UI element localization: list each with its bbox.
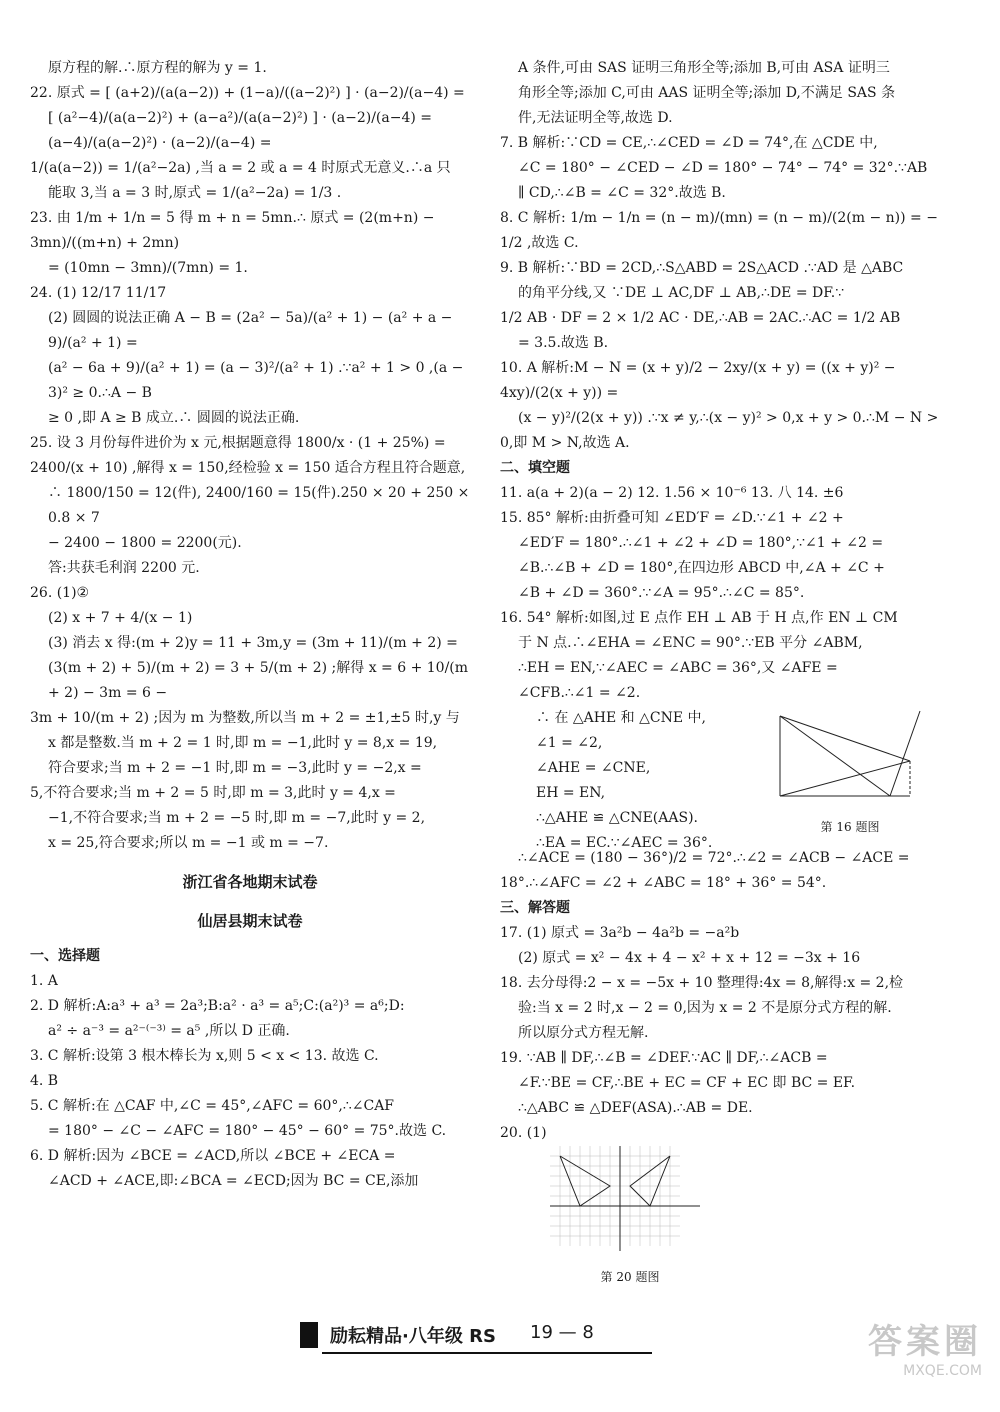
text-line: 18. 去分母得:2 − x = −5x + 10 整理得:4x = 8,解得:x = 2,检	[500, 975, 904, 991]
text-line: ∠1 = ∠2,	[536, 735, 603, 751]
text-line: ∠B + ∠D = 360°.∵∠A = 95°.∴∠C = 85°.	[518, 585, 805, 601]
fig16-text	[518, 706, 758, 856]
text-line: 25. 设 3 月份每件进价为 x 元,根据题意得 1800/x · (1 + 25%) =	[30, 435, 446, 451]
text-line: ∴ 在 △AHE 和 △CNE 中,	[536, 710, 706, 726]
text-line: A 条件,可由 SAS 证明三角形全等;添加 B,可由 ASA 证明三	[518, 60, 890, 76]
text-line: (2) 原式 = x² − 4x + 4 − x² + x + 12 = −3x + 16	[518, 950, 861, 966]
text-line: 2. D 解析:A:a³ + a³ = 2a³;B:a² · a³ = a⁵;C:(a²)³ = a⁶;D:	[30, 998, 405, 1014]
text-line: a² ÷ a⁻³ = a²⁻⁽⁻³⁾ = a⁵ ,所以 D 正确.	[48, 1023, 290, 1039]
page-footer	[300, 1318, 660, 1356]
text-line: 符合要求;当 m + 2 = −1 时,即 m = −3,此时 y = −2,x =	[48, 760, 422, 776]
text-line: = 3.5.故选 B.	[518, 335, 609, 351]
text-line: 1. A	[30, 973, 58, 989]
watermark	[792, 1314, 982, 1394]
text-line: = (10mn − 3mn)/(7mn) = 1.	[48, 260, 248, 276]
text-line: 15. 85° 解析:由折叠可知 ∠ED′F = ∠D.∵∠1 + ∠2 +	[500, 510, 844, 526]
footer-title: 励耘精品·八年级 RS	[330, 1326, 496, 1347]
text-line: ∴EH = EN,∵∠AEC = ∠ABC = 36°,又 ∠AFE =	[518, 660, 838, 676]
text-line: ∠F.∵BE = CF,∴BE + EC = CF + EC 即 BC = EF.	[518, 1075, 856, 1091]
right-lines2	[500, 481, 940, 706]
text-line: ∠ED′F = 180°.∴∠1 + ∠2 + ∠D = 180°,∵∠1 + ∠2 =	[518, 535, 884, 551]
text-line: EH = EN,	[536, 785, 606, 801]
text-line: 6. D 解析:因为 ∠BCE = ∠ACD,所以 ∠BCE + ∠ECA =	[30, 1148, 396, 1164]
right-lines	[500, 56, 940, 456]
text-line: 的角平分线,又 ∵DE ⊥ AC,DF ⊥ AB,∴DE = DF.∵	[518, 285, 845, 301]
text-line: 4. B	[30, 1073, 59, 1089]
text-line: (2) 圆圆的说法正确 A − B = (2a² − 5a)/(a² + 1) − (a² + a − 9)/(a² + 1) =	[48, 310, 453, 351]
choice-section-heading: 一、选择题	[30, 948, 100, 964]
text-line: 原方程的解.∴原方程的解为 y = 1.	[48, 60, 267, 76]
text-line: 7. B 解析:∵CD = CE,∴∠CED = ∠D = 74°,在 △CDE 中,	[500, 135, 878, 151]
text-line: ∠CFB.∴∠1 = ∠2.	[518, 685, 641, 701]
text-line: 26. (1)②	[30, 585, 90, 601]
text-line: (2) x + 7 + 4/(x − 1)	[48, 610, 193, 626]
left-lines2	[30, 969, 470, 1194]
text-line: 9. B 解析:∵BD = 2CD,∴S△ABD = 2S△ACD .∵AD 是 △ABC	[500, 260, 904, 276]
text-line: 10. A 解析:M − N = (x + y)/2 − 2xy/(x + y) = ((x + y)² − 4xy)/(2(x + y)) =	[500, 360, 896, 401]
text-line: 所以原分式方程无解.	[518, 1025, 649, 1041]
text-line: 18°.∴∠AFC = ∠2 + ∠ABC = 18° + 36° = 54°.	[500, 875, 827, 891]
right-column	[500, 56, 940, 1290]
text-line: ≥ 0 ,即 A ≥ B 成立.∴ 圆圆的说法正确.	[48, 410, 300, 426]
text-line: 件,无法证明全等,故选 D.	[518, 110, 673, 126]
left-column	[30, 56, 470, 1194]
text-line: 角形全等;添加 C,可由 AAS 证明全等;添加 D,不满足 SAS 条	[518, 85, 896, 101]
text-line: ∴EA = EC.∵∠AEC = 36°.	[536, 835, 713, 851]
text-line: 0,即 M > N,故选 A.	[500, 435, 630, 451]
answer-section-heading: 三、解答题	[500, 900, 570, 916]
text-line: (a² − 6a + 9)/(a² + 1) = (a − 3)²/(a² + 1) .∵a² + 1 > 0 ,(a − 3)² ≥ 0.∴A − B	[48, 360, 464, 401]
text-line: 16. 54° 解析:如图,过 E 点作 EH ⊥ AB 于 H 点,作 EN ⊥ CM	[500, 610, 898, 626]
footer-rule	[322, 1352, 652, 1354]
section-title-zhejiang: 浙江省各地期末试卷	[182, 873, 318, 891]
text-line: 22. 原式 = [ (a+2)/(a(a−2)) + (1−a)/((a−2)²) ] · (a−2)/(a−4) =	[30, 85, 465, 101]
text-line: 能取 3,当 a = 3 时,原式 = 1/(a²−2a) = 1/3 .	[48, 185, 342, 201]
text-line: 24. (1) 12/17 11/17	[30, 285, 167, 301]
text-line: ∴ 1800/150 = 12(件), 2400/160 = 15(件).250 × 20 + 250 × 0.8 × 7	[48, 485, 470, 526]
text-line: 20. (1)	[500, 1125, 547, 1141]
text-line: ∠C = 180° − ∠CED − ∠D = 180° − 74° − 74° = 32°.∵AB	[518, 160, 928, 176]
fig16-caption: 第 16 题图	[820, 820, 880, 834]
text-line: 于 N 点.∴∠EHA = ∠ENC = 90°.∵EB 平分 ∠ABM,	[518, 635, 863, 651]
text-line: ∥ CD,∴∠B = ∠C = 32°.故选 B.	[518, 185, 726, 201]
text-line: ∠B.∴∠B + ∠D = 180°,在四边形 ABCD 中,∠A + ∠C +	[518, 560, 885, 576]
footer-mark	[300, 1322, 318, 1348]
text-line: 1/2 AB · DF = 2 × 1/2 AC · DE,∴AB = 2AC.∴AC = 1/2 AB	[500, 310, 901, 326]
text-line: ∴△ABC ≌ △DEF(ASA).∴AB = DE.	[518, 1100, 753, 1116]
text-line: 23. 由 1/m + 1/n = 5 得 m + n = 5mn.∴ 原式 = (2(m+n) − 3mn)/((m+n) + 2mn)	[30, 210, 435, 251]
text-line: (3(m + 2) + 5)/(m + 2) = 3 + 5/(m + 2) ;解得 x = 6 + 10/(m + 2) − 3m = 6 −	[48, 660, 469, 701]
section-title-xianju: 仙居县期末试卷	[197, 912, 303, 930]
text-line: 1/(a(a−2)) = 1/(a²−2a) ,当 a = 2 或 a = 4 时原式无意义.∴a 只	[30, 160, 451, 176]
text-line: (3) 消去 x 得:(m + 2)y = 11 + 3m,y = (3m + 11)/(m + 2) =	[48, 635, 458, 651]
fig16-block	[500, 706, 940, 851]
text-line: x 都是整数.当 m + 2 = 1 时,即 m = −1,此时 y = 8,x = 19,	[48, 735, 438, 751]
text-line: 11. a(a + 2)(a − 2) 12. 1.56 × 10⁻⁶ 13. 八 14. ±6	[500, 485, 844, 501]
text-line: ∠ACD + ∠ACE,即:∠BCA = ∠ECD;因为 BC = CE,添加	[48, 1173, 419, 1189]
text-line: ∠AHE = ∠CNE,	[536, 760, 651, 776]
text-line: x = 25,符合要求;所以 m = −1 或 m = −7.	[48, 835, 329, 851]
text-line: 5,不符合要求;当 m + 2 = 5 时,即 m = 3,此时 y = 4,x =	[30, 785, 396, 801]
text-line: 19. ∵AB ∥ DF,∴∠B = ∠DEF.∵AC ∥ DF,∴∠ACB =	[500, 1050, 828, 1066]
text-line: −1,不符合要求;当 m + 2 = −5 时,即 m = −7,此时 y = 2,	[48, 810, 426, 826]
watermark-logo: 答案圈	[868, 1322, 982, 1362]
fig20-block	[550, 1146, 710, 1290]
text-line: [ (a²−4)/(a(a−2)²) + (a−a²)/(a(a−2)²) ] · (a−2)/(a−4) = (a−4)/(a(a−2)²) · (a−2)/(a−4) =	[48, 110, 433, 151]
text-line: ∴∠ACE = (180 − 36°)/2 = 72°.∴∠2 = ∠ACB − ∠ACE =	[518, 850, 910, 866]
fig16-svg	[770, 706, 930, 806]
text-line: 2400/(x + 10) ,解得 x = 150,经检验 x = 150 适合方程且符合题意,	[30, 460, 466, 476]
text-line: = 180° − ∠C − ∠AFC = 180° − 45° − 60° = 75°.故选 C.	[48, 1123, 447, 1139]
text-line: ∴△AHE ≌ △CNE(AAS).	[536, 810, 698, 826]
text-line: 5. C 解析:在 △CAF 中,∠C = 45°,∠AFC = 60°,∴∠CAF	[30, 1098, 395, 1114]
text-line: 答:共获毛利润 2200 元.	[48, 560, 200, 576]
text-line: 17. (1) 原式 = 3a²b − 4a²b = −a²b	[500, 925, 740, 941]
watermark-url: MXQE.COM	[903, 1363, 982, 1379]
text-line: (x − y)²/(2(x + y)) .∵x ≠ y,∴(x − y)² > 0,x + y > 0.∴M − N >	[518, 410, 939, 426]
text-line: 3m + 10/(m + 2) ;因为 m 为整数,所以当 m + 2 = ±1,±5 时,y 与	[30, 710, 460, 726]
text-line: 3. C 解析:设第 3 根木棒长为 x,则 5 < x < 13. 故选 C.	[30, 1048, 379, 1064]
left-lines	[30, 56, 470, 856]
text-line: 验:当 x = 2 时,x − 2 = 0,因为 x = 2 不是原分式方程的解.	[518, 1000, 892, 1016]
page-number: 19 — 8	[530, 1322, 594, 1343]
text-line: − 2400 − 1800 = 2200(元).	[48, 535, 242, 551]
right-lines4	[500, 921, 940, 1146]
fill-section-heading: 二、填空题	[500, 460, 570, 476]
fig20-caption: 第 20 题图	[600, 1270, 660, 1284]
fig16-diagram	[770, 706, 930, 834]
text-line: 8. C 解析: 1/m − 1/n = (n − m)/(mn) = (n − m)/(2(m − n)) = − 1/2 ,故选 C.	[500, 210, 938, 251]
fig20-grid-svg	[550, 1146, 710, 1256]
